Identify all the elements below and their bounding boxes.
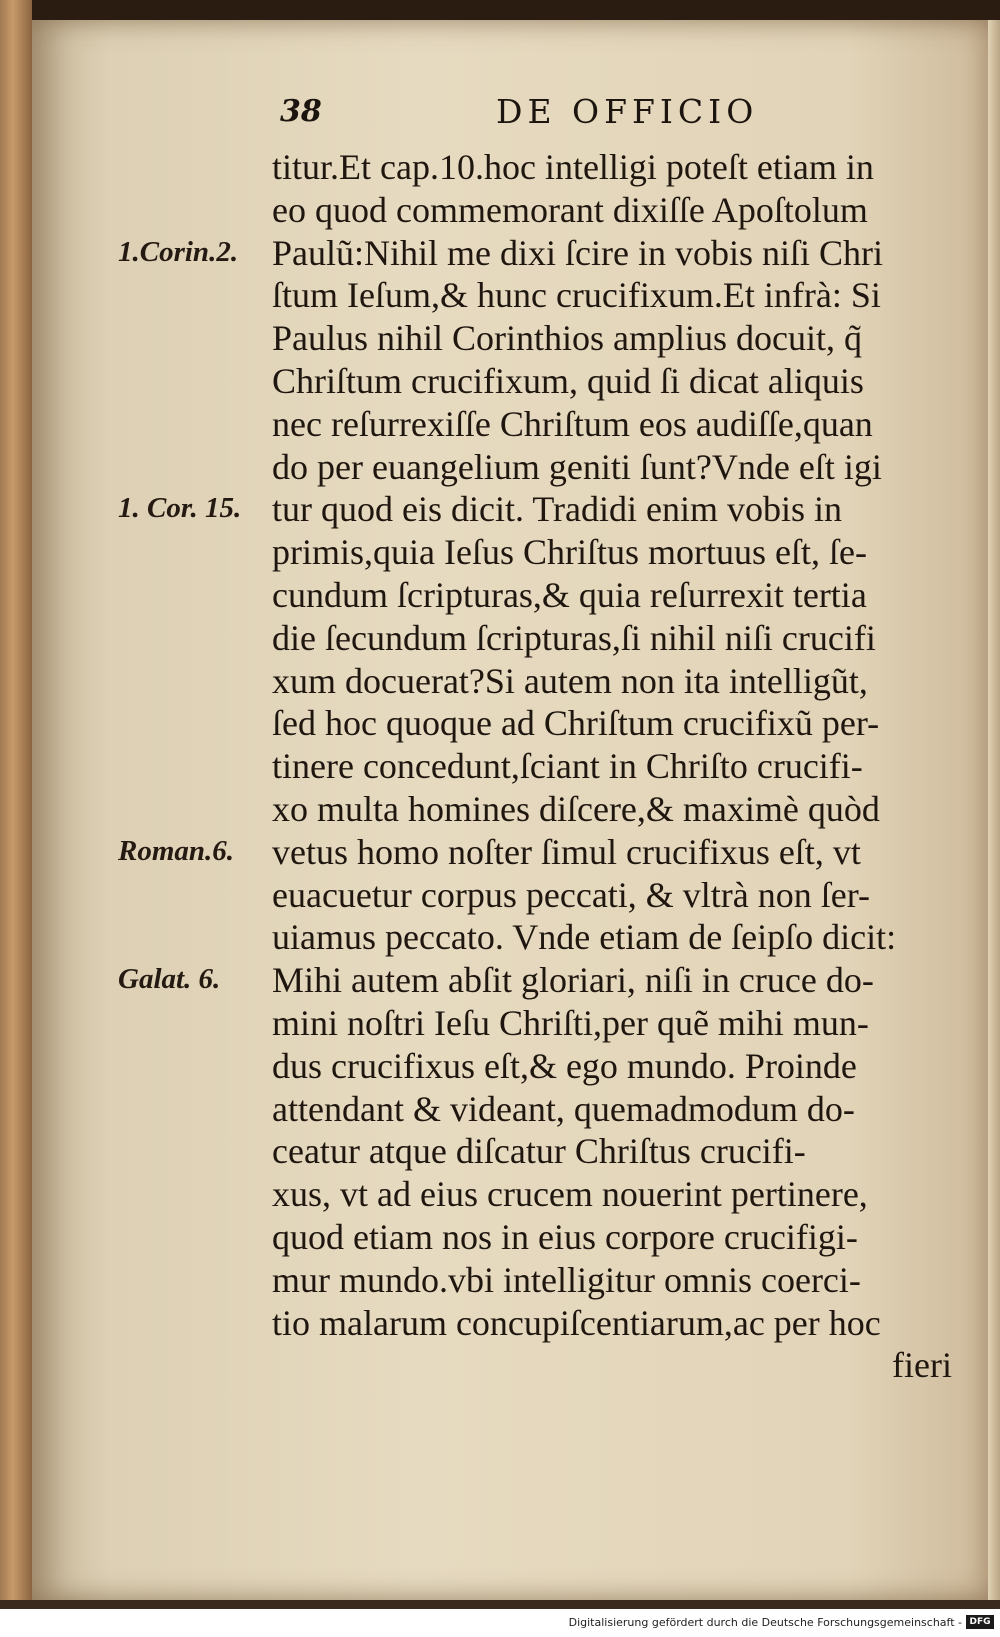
text-line: Mihi autem abſit gloriari, niſi in cruce do- — [272, 960, 874, 1001]
text-line: tur quod eis dicit. Tradidi enim vobis in — [272, 489, 843, 530]
text-line: vetus homo noſter ſimul crucifixus eſt, vt — [272, 831, 861, 872]
dfg-logo: DFG — [966, 1615, 994, 1629]
page-number: 38 — [280, 94, 322, 129]
text-line: ceatur atque diſcatur Chriſtus crucifi- — [272, 1131, 806, 1172]
margin-notes — [0, 0, 272, 1600]
text-line: tio malarum concupiſcentiarum,ac per hoc — [272, 1302, 881, 1343]
text-line: mini noſtri Ieſu Chriſti,per quẽ mihi mun- — [272, 1002, 869, 1043]
text-line: do per euangelium geniti ſunt?Vnde eſt igi — [272, 446, 882, 487]
text-line: fieri — [892, 1345, 952, 1386]
text-line: titur.Et cap.10.hoc intelligi poteſt etiam in — [272, 147, 874, 187]
text-line: ſtum Ieſum,& hunc crucifixum.Et infrà: Si — [272, 275, 881, 316]
bottom-edge — [0, 1600, 1000, 1609]
text-line: eo quod commemorant dixiſſe Apoſtolum — [272, 189, 868, 230]
text-line: die ſecundum ſcripturas,ſi nihil niſi crucifi — [272, 617, 876, 658]
text-line: nec reſurrexiſſe Chriſtum eos audiſſe,quan — [272, 403, 873, 444]
text-line: ſed hoc quoque ad Chriſtum crucifixũ per- — [272, 703, 880, 744]
text-line: Paulus nihil Corinthios amplius docuit, q̃ — [272, 318, 863, 359]
text-line: Chriſtum crucifixum, quid ſi dicat aliquis — [272, 360, 864, 401]
text-line: xus, vt ad eius crucem nouerint pertinere, — [272, 1174, 868, 1215]
text-line: uiamus peccato. Vnde etiam de ſeipſo dicit: — [272, 917, 897, 958]
dfg-credit: Digitalisierung gefördert durch die Deutsche Forschungsgemeinschaft - — [568, 1616, 962, 1629]
marginal-note: 1.Corin.2. — [118, 235, 239, 268]
page-header — [270, 88, 970, 138]
text-line: euacuetur corpus peccati, & vltrà non ſer- — [272, 874, 871, 915]
running-head: DE OFFICIO — [496, 92, 759, 131]
text-line: xo multa homines diſcere,& maximè quòd — [272, 788, 880, 829]
text-line: primis,quia Ieſus Chriſtus mortuus eſt, ſe- — [272, 532, 867, 573]
marginal-note: Roman.6. — [118, 834, 235, 867]
marginal-note: Galat. 6. — [118, 963, 221, 996]
text-line: attendant & videant, quemadmodum do- — [272, 1088, 855, 1129]
text-line: xum docuerat?Si autem non ita intelligũt, — [272, 660, 868, 701]
body-text — [272, 146, 992, 1387]
marginal-note: 1. Cor. 15. — [118, 492, 242, 525]
text-line: mur mundo.vbi intelligitur omnis coerci- — [272, 1259, 861, 1300]
text-line: Paulũ:Nihil me dixi ſcire in vobis niſi Chri — [272, 232, 883, 273]
text-line: quod etiam nos in eius corpore crucifigi- — [272, 1216, 858, 1257]
text-line: tinere concedunt,ſciant in Chriſto crucifi- — [272, 746, 863, 787]
text-line: cundum ſcripturas,& quia reſurrexit tertia — [272, 574, 867, 615]
text-line: dus crucifixus eſt,& ego mundo. Proinde — [272, 1045, 857, 1086]
